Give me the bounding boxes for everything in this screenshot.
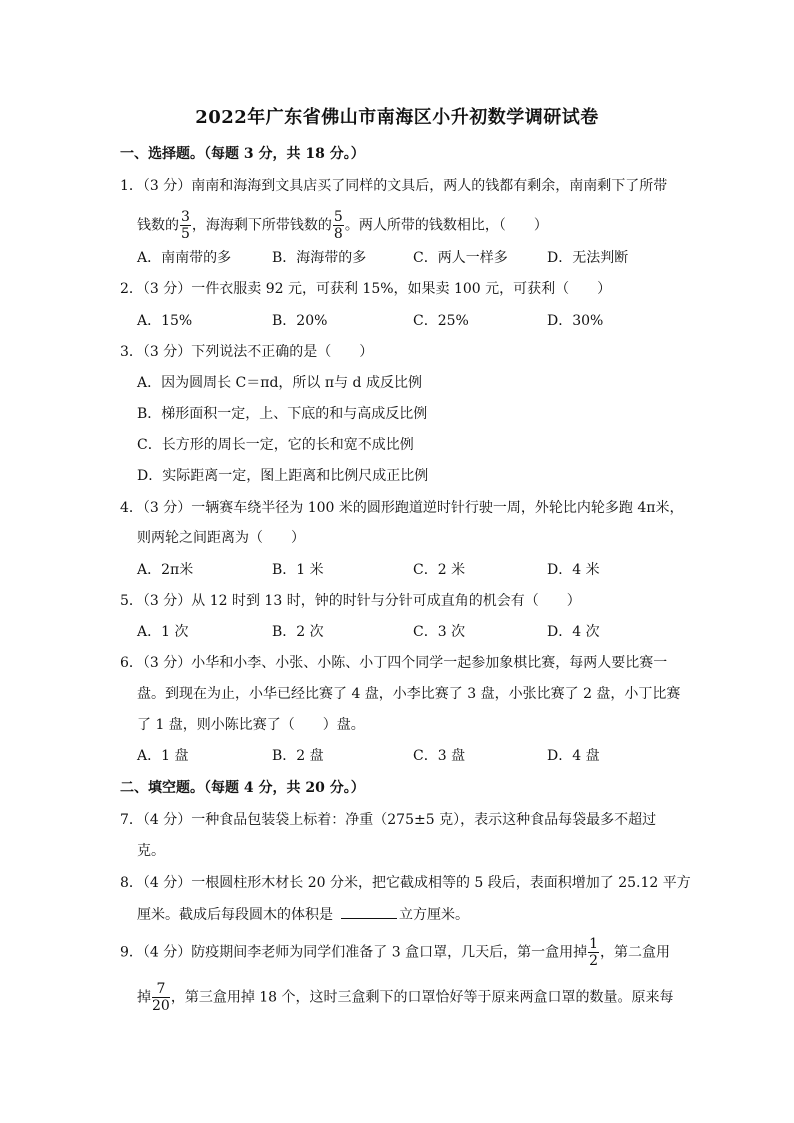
question-7-text-cont: 克。 bbox=[137, 843, 165, 859]
answer-blank bbox=[341, 904, 397, 919]
question-5-option-d: D．4 次 bbox=[547, 624, 600, 640]
question-4-option-d: D．4 米 bbox=[547, 562, 600, 578]
question-2-option-c: C．25% bbox=[413, 313, 469, 329]
question-6-option-a: A．1 盘 bbox=[137, 748, 189, 764]
question-5-option-c: C．3 次 bbox=[413, 624, 466, 640]
question-3-option-c: C．长方形的周长一定，它的长和宽不成比例 bbox=[137, 437, 414, 453]
section-heading-fill: 二、填空题。（每题 4 分，共 20 分。） bbox=[120, 780, 365, 796]
question-3-option-d: D．实际距离一定，图上距离和比例尺成正比例 bbox=[137, 468, 429, 484]
fraction-5-8: $\frac{5}{8}$ bbox=[333, 209, 343, 242]
question-5-text: 5．（3 分）从 12 时到 13 时，钟的时针与分针可成直角的机会有（ ） bbox=[120, 593, 581, 609]
question-4-text-cont: 则两轮之间距离为（ ） bbox=[137, 530, 305, 546]
question-2-option-b: B．20% bbox=[272, 313, 328, 329]
question-1-option-b: B．海海带的多 bbox=[272, 250, 367, 266]
question-3-option-b: B．梯形面积一定，上、下底的和与高成反比例 bbox=[137, 406, 428, 422]
question-6-text-cont-2: 了 1 盘，则小陈比赛了（ ）盘。 bbox=[137, 717, 365, 733]
question-4-text: 4．（3 分）一辆赛车绕半径为 100 米的圆形跑道逆时针行驶一周，外轮比内轮多跑 4π米， bbox=[120, 500, 684, 516]
question-4-option-c: C．2 米 bbox=[413, 562, 466, 578]
question-4-option-b: B．1 米 bbox=[272, 562, 324, 578]
question-8-text-cont: 厘米。截成后每段圆木的体积是 立方厘米。 bbox=[137, 904, 469, 925]
question-2-option-d: D．30% bbox=[547, 313, 604, 329]
question-5-option-a: A．1 次 bbox=[137, 624, 189, 640]
question-8-text: 8．（4 分）一根圆柱形木材长 20 分米，把它截成相等的 5 段后，表面积增加了 25.12 平方 bbox=[120, 875, 691, 891]
question-6-option-c: C．3 盘 bbox=[413, 748, 466, 764]
question-6-text: 6．（3 分）小华和小李、小张、小陈、小丁四个同学一起参加象棋比赛，每两人要比赛一 bbox=[120, 655, 668, 671]
question-5-option-b: B．2 次 bbox=[272, 624, 324, 640]
question-1-option-c: C．两人一样多 bbox=[413, 250, 508, 266]
question-6-text-cont-1: 盘。到现在为止，小华已经比赛了 4 盘，小李比赛了 3 盘，小张比赛了 2 盘，小丁比赛 bbox=[137, 686, 681, 702]
question-1-text: 1．（3 分）南南和海海到文具店买了同样的文具后，两人的钱都有剩余，南南剩下了所带 bbox=[120, 178, 668, 194]
question-4-option-a: A．2π米 bbox=[137, 562, 194, 578]
question-6-option-b: B．2 盘 bbox=[272, 748, 324, 764]
question-3-option-a: A．因为圆周长 C＝πd，所以 π与 d 成反比例 bbox=[137, 375, 422, 391]
question-1-option-a: A．南南带的多 bbox=[137, 250, 232, 266]
question-7-text: 7．（4 分）一种食品包装袋上标着：净重（275±5 克），表示这种食品每袋最多不超过 bbox=[120, 812, 657, 828]
question-1-text-cont: 钱数的 $\frac{3}{5}$ ，海海剩下所带钱数的 $\frac{5}{8}$ 。两人所带的钱数相比，（ ） bbox=[137, 209, 548, 242]
fraction-7-20: $\frac{7}{20}$ bbox=[152, 981, 170, 1014]
page-title: 2022年广东省佛山市南海区小升初数学调研试卷 bbox=[195, 107, 599, 128]
question-1-option-d: D．无法判断 bbox=[547, 250, 629, 266]
question-9-text-cont: 掉 $\frac{7}{20}$ ，第三盒用掉 18 个，这时三盒剩下的口罩恰好等于原来两盒口罩的数量。原来每 bbox=[137, 981, 674, 1014]
fraction-3-5: $\frac{3}{5}$ bbox=[181, 209, 190, 242]
question-9-text: 9．（4 分）防疫期间李老师为同学们准备了 3 盒口罩，几天后，第一盒用掉 $\frac{1}{2}$ ，第二盒用 bbox=[120, 936, 670, 969]
section-heading-choice: 一、选择题。（每题 3 分，共 18 分。） bbox=[120, 146, 365, 162]
question-2-option-a: A．15% bbox=[137, 313, 193, 329]
question-2-text: 2．（3 分）一件衣服卖 92 元，可获利 15%，如果卖 100 元，可获利（ ） bbox=[120, 281, 612, 297]
fraction-1-2: $\frac{1}{2}$ bbox=[589, 936, 598, 969]
question-6-option-d: D．4 盘 bbox=[547, 748, 600, 764]
question-3-text: 3．（3 分）下列说法不正确的是（ ） bbox=[120, 344, 374, 360]
